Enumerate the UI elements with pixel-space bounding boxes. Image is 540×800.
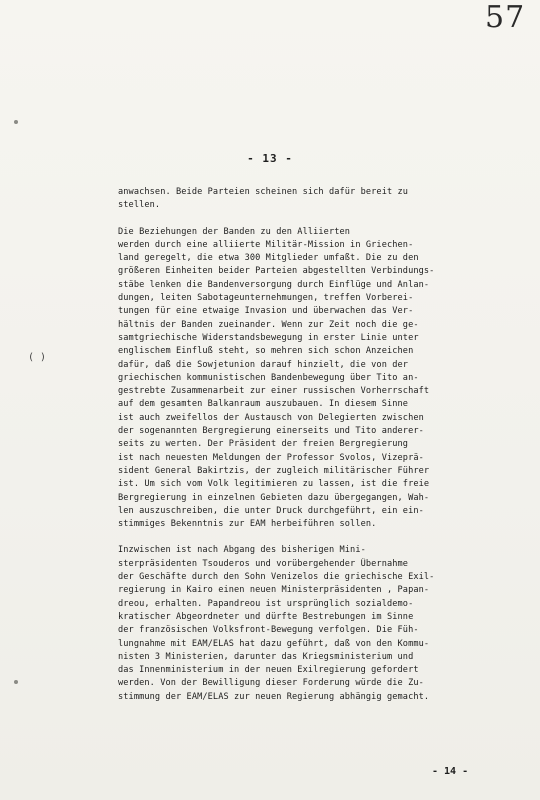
text-line: sterpräsidenten Tsouderos und vorübergehender Übernahme — [118, 558, 409, 569]
text-line: stäbe lenken die Bandenversorgung durch Einflüge und Anlan- — [118, 279, 430, 290]
text-line: gestrebte Zusammenarbeit zur einer russischen Vorherrschaft — [118, 386, 430, 397]
text-line: dreou, erhalten. Papandreou ist ursprünglich sozialdemo- — [118, 598, 414, 609]
text-line: sident General Bakirtzis, der zugleich militärischer Führer — [118, 465, 430, 476]
text-line: der französischen Volksfront-Bewegung verfolgen. Die Füh- — [118, 625, 419, 636]
margin-mark: ( ) — [28, 352, 47, 363]
text-line: len auszuschreiben, die unter Druck durchgeführt, ein ein- — [118, 505, 424, 516]
text-line: ist. Um sich vom Volk legitimieren zu lassen, ist die freie — [118, 479, 430, 490]
text-line: dafür, daß die Sowjetunion darauf hinzielt, die von der — [118, 359, 409, 370]
paragraph-gap — [118, 213, 468, 226]
text-line: ist nach neuesten Meldungen der Professor Svolos, Vizeprä- — [118, 452, 424, 463]
text-line: samtgriechische Widerstandsbewegung in erster Linie unter — [118, 332, 419, 343]
text-line: englischem Einfluß steht, so mehren sich schon Anzeichen — [118, 346, 414, 357]
text-line: tungen für eine etwaige Invasion und überwachen das Ver- — [118, 306, 414, 317]
archive-folio-number: 57 — [485, 0, 526, 35]
text-line: werden. Von der Bewilligung dieser Forderung würde die Zu- — [118, 678, 424, 689]
text-line: seits zu werten. Der Präsident der freien Bergregierung — [118, 439, 409, 450]
binder-hole — [14, 680, 18, 684]
text-line: der Geschäfte durch den Sohn Venizelos die griechische Exil- — [118, 572, 435, 583]
text-line: ist auch zweifellos der Austausch von Delegierten zwischen — [118, 412, 424, 423]
text-line: Die Beziehungen der Banden zu den Alliierten — [118, 226, 351, 237]
typewritten-body — [118, 186, 468, 704]
text-line: der sogenannten Bergregierung einerseits und Tito anderer- — [118, 426, 424, 437]
text-line: größeren Einheiten beider Parteien abgestellten Verbindungs- — [118, 266, 435, 277]
text-line: kratischer Abgeordneter und dürfte Bestrebungen im Sinne — [118, 611, 414, 622]
text-line: lungnahme mit EAM/ELAS hat dazu geführt, daß von den Kommu- — [118, 638, 430, 649]
text-line: das Innenministerium in der neuen Exilregierung gefordert — [118, 665, 419, 676]
page-number: - 13 - — [247, 152, 293, 165]
text-line: stimmung der EAM/ELAS zur neuen Regierung abhängig gemacht. — [118, 691, 430, 702]
binder-hole — [14, 120, 18, 124]
text-line: Bergregierung in einzelnen Gebieten dazu übergegangen, Wah- — [118, 492, 430, 503]
text-line: Inzwischen ist nach Abgang des bisherigen Mini- — [118, 545, 366, 556]
text-line: anwachsen. Beide Parteien scheinen sich dafür bereit zu — [118, 187, 409, 197]
text-line: dungen, leiten Sabotageunternehmungen, treffen Vorberei- — [118, 293, 414, 304]
text-line: griechischen kommunistischen Bandenbewegung über Tito an- — [118, 372, 419, 383]
text-line: land geregelt, die etwa 300 Mitglieder umfaßt. Die zu den — [118, 253, 419, 264]
text-line: regierung in Kairo einen neuen Ministerpräsidenten , Papan- — [118, 585, 430, 596]
text-line: stimmiges Bekenntnis zur EAM herbeiführen sollen. — [118, 519, 377, 530]
text-line: stellen. — [118, 200, 161, 211]
text-line: nisten 3 Ministerien, darunter das Kriegsministerium und — [118, 651, 414, 662]
text-line: auf dem gesamten Balkanraum auszubauen. In diesem Sinne — [118, 399, 409, 410]
next-page-indicator: - 14 - — [432, 766, 469, 777]
text-line: hältnis der Banden zueinander. Wenn zur Zeit noch die ge- — [118, 319, 419, 330]
text-line: werden durch eine alliierte Militär-Mission in Griechen- — [118, 239, 414, 250]
paragraph-gap — [118, 531, 468, 544]
